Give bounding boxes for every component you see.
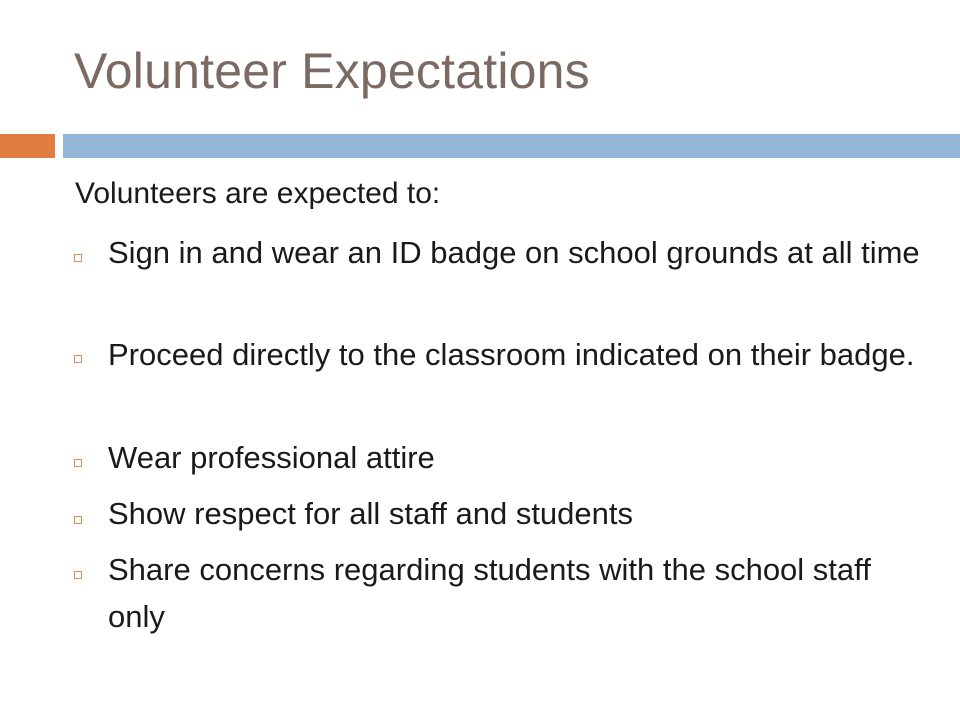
bullet-text: Show respect for all staff and students xyxy=(108,496,634,531)
slide-title: Volunteer Expectations xyxy=(74,43,590,99)
bullet-text: Proceed directly to the classroom indicated on their badge. xyxy=(108,337,915,372)
square-bullet-icon xyxy=(74,459,82,467)
square-bullet-icon xyxy=(74,355,82,363)
intro-text: Volunteers are expected to: xyxy=(75,177,441,210)
bullet-text: Wear professional attire xyxy=(108,440,435,475)
bullet-text: Share concerns regarding students with the school staff only xyxy=(108,552,871,634)
bullet-text: Sign in and wear an ID badge on school grounds at all time xyxy=(108,235,920,270)
title-accent-bar xyxy=(0,134,55,158)
square-bullet-icon xyxy=(74,254,82,262)
title-divider-bar xyxy=(63,134,960,158)
square-bullet-icon xyxy=(74,516,82,524)
square-bullet-icon xyxy=(74,571,82,579)
